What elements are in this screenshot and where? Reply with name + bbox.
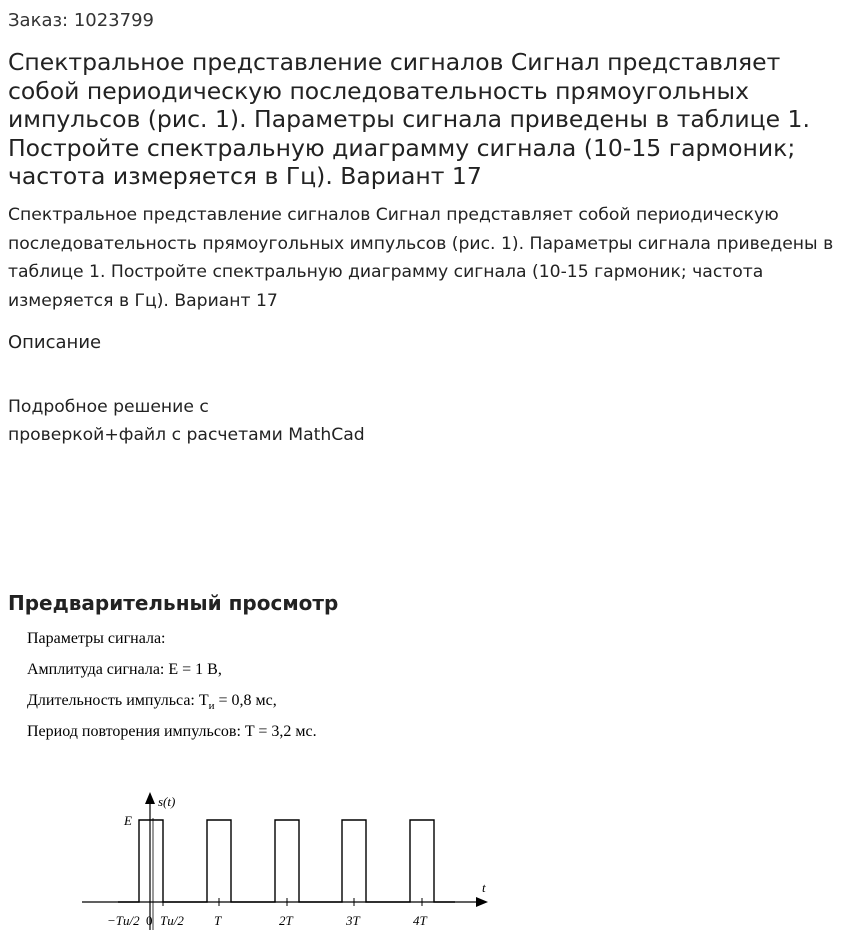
tick-label-3T: 3T [346,913,360,928]
tick-label-2T: 2T [279,913,293,928]
tick-label-T: T [214,913,222,928]
x-axis-label: t [482,880,486,895]
y-axis-label: s(t) [158,794,176,809]
description-line-2: проверкой+файл с расчетами MathCad [8,425,365,445]
order-number: Заказ: 1023799 [8,10,154,31]
param-duration-sub: и [208,700,215,713]
tick-label-4T: 4T [413,913,427,928]
description-text [8,393,365,449]
preview-heading: Предварительный просмотр [8,591,339,615]
lead-text: Спектральное представление сигналов Сигнал представляет собой периодическую последовательность прямоугольных импульсов (рис. 1). Параметры сигнала приведены в таблице 1. Постройте спектральную диаграмму сигнала (10-15 гармоник; частота измеряется в Гц). Вариант 17 [8,205,834,311]
param-period: Период повторения импульсов: T = 3,2 мс. [27,723,317,740]
tick-label-zero: 0 [146,913,153,928]
param-duration-suffix: = 0,8 мс, [214,692,277,709]
param-duration [27,688,317,719]
signal-parameters [27,626,317,750]
pulse-waveform [118,820,455,902]
param-duration-prefix: Длительность импульса: T [27,692,209,709]
y-axis-arrow [145,792,155,804]
param-amplitude: Амплитуда сигнала: E = 1 В, [27,661,222,678]
tick-label-minus-tau-half: −Tи/2 [107,913,140,928]
signal-figure [0,780,500,941]
params-heading: Параметры сигнала: [27,630,166,647]
x-axis-arrow [476,897,488,907]
amplitude-label: E [124,813,132,828]
description-heading: Описание [8,332,102,353]
page-title: Спектральное представление сигналов Сигнал представляет собой периодическую последовательность прямоугольных импульсов (рис. 1). Параметры сигнала приведены в таблице 1. Постройте спектральную диаграмму сигнала (10-15 гармоник; частота измеряется в Гц). Вариант 17 [8,48,810,190]
description-line-1: Подробное решение с [8,397,209,417]
tick-label-tau-half: Tи/2 [160,913,184,928]
